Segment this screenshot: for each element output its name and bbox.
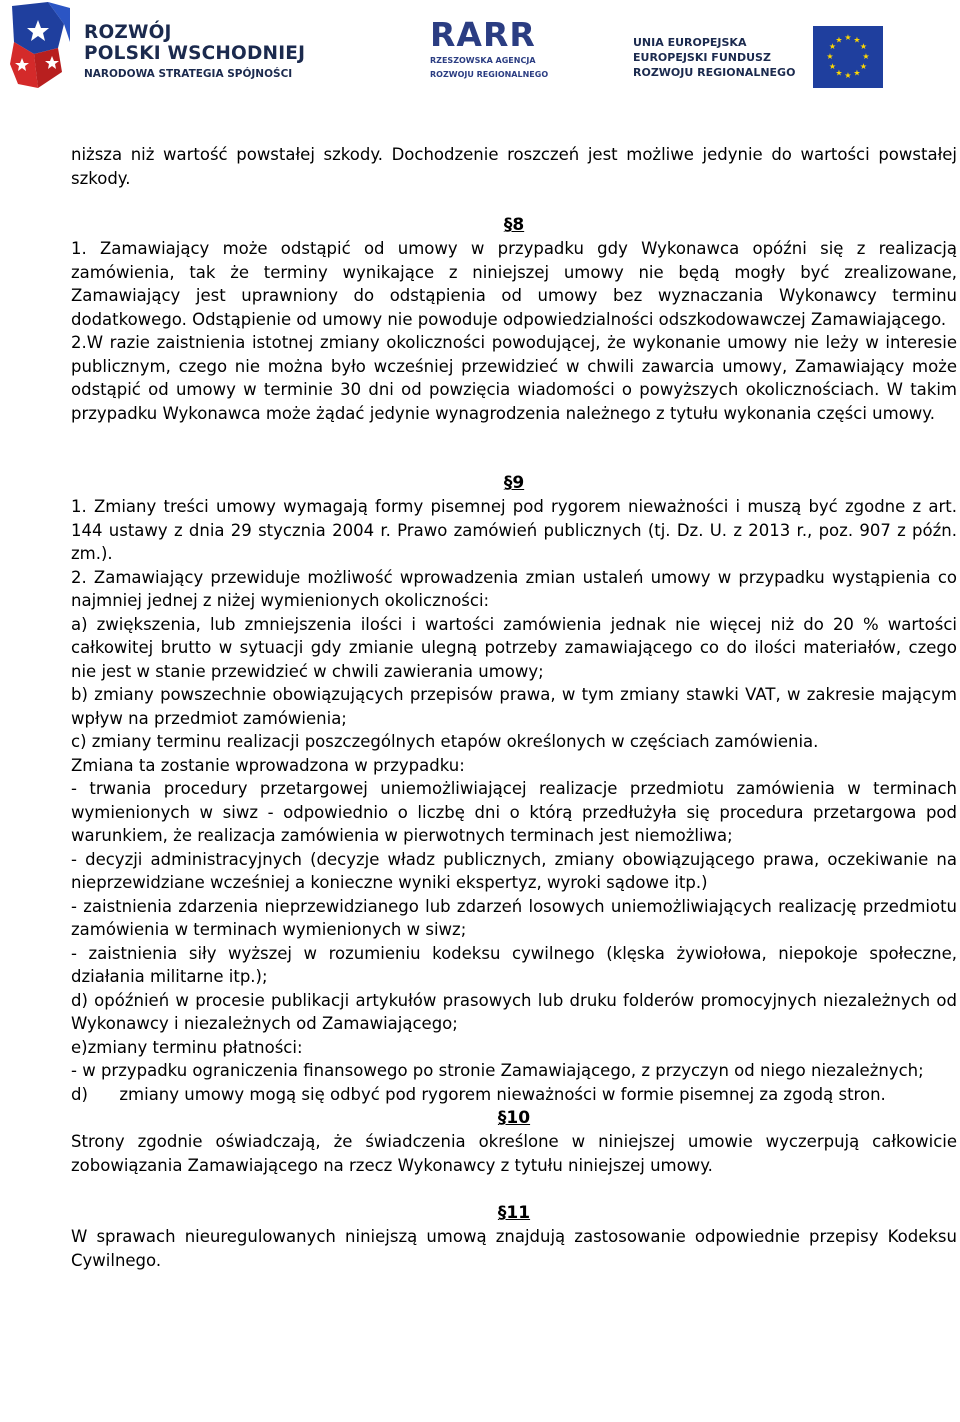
section-9-item-a: a) zwiększenia, lub zmniejszenia ilości i wartości zamówienia jednak nie więcej niż do 20 % wartości całkowitej brutto w sytuacji gdy zmianie ulegną potrzeby zamawiającego co do ilości materiałów, czego nie jest w stanie przewidzieć w chwili zawierania umowy; <box>71 614 957 681</box>
rarr-logo-word: RARR <box>430 15 536 54</box>
section-9-point-1: 1. Zmiany treści umowy wymagają formy pisemnej pod rygorem nieważności i muszą być zgodne z art. 144 ustawy z dnia 29 stycznia 2004 r. Prawo zamówień publicznych (tj. Dz. U. z 2013 r., poz. 907 z późn. zm.). <box>71 497 957 563</box>
section-9-point-2: 2. Zamawiający przewiduje możliwość wprowadzenia zmian ustaleń umowy w przypadku wystąpienia co najmniej jednej z niżej wymienionych okoliczności: <box>71 567 957 610</box>
svg-text:★: ★ <box>853 35 861 45</box>
section-8-point-2: 2.W razie zaistnienia istotnej zmiany okoliczności powodującej, że wykonanie umowy nie leży w interesie publicznym, czego nie można było wcześniej przewidzieć w chwili zawarcia umowy, Zamawiający może odstąpić od umowy w terminie 30 dni od powzięcia wiadomości o powyższych okolicznościach. W takim przypadku Wykonawca może żądać jedynie wynagrodzenia należnego z tytułu wykonania części umowy. <box>71 333 957 423</box>
section-9-item-d-final: d) zmiany umowy mogą się odbyć pod rygorem nieważności w formie pisemnej za zgodą stron. <box>71 1084 886 1104</box>
section-9-item-c-bullet-1: - trwania procedury przetargowej uniemożliwiającej realizacje przedmiotu zamówienia w terminach wymienionych w siwz - odpowiednio o liczbę dni o którą przedłużyła się procedura przetargowa pod warunkiem, że realizacja zamówienia w pierwotnych terminach jest niemożliwa; <box>71 779 957 845</box>
rarr-logo-line2: ROZWOJU REGIONALNEGO <box>430 70 549 79</box>
section-11-paragraph: W sprawach nieuregulowanych niniejszą umową znajdują zastosowanie odpowiednie przepisy Kodeksu Cywilnego. <box>71 1227 957 1270</box>
section-10-paragraph: Strony zgodnie oświadczają, że świadczenia określone w niniejszej umowie wyczerpują całkowicie zobowiązania Zamawiającego na rzecz Wykonawcy z tytułu niniejszej umowy. <box>71 1132 957 1175</box>
svg-text:★: ★ <box>835 68 843 78</box>
section-9-heading: §9 <box>503 473 525 493</box>
rpw-emblem-icon <box>8 2 74 92</box>
ue-logo-line1: UNIA EUROPEJSKA <box>633 36 747 49</box>
section-9-item-c-intro: Zmiana ta zostanie wprowadzona w przypadku: <box>71 755 465 775</box>
section-9-item-c-bullet-2: - decyzji administracyjnych (decyzje władz publicznych, zmiany obowiązującego prawa, oczekiwanie na nieprzewidziane wcześniej a konieczne wyniki ekspertyz, wyroki sądowe itp.) <box>71 849 957 892</box>
rarr-logo-line1: RZESZOWSKA AGENCJA <box>430 56 536 65</box>
section-9-item-e: e)zmiany terminu płatności: <box>71 1037 303 1057</box>
ue-logo-line2: EUROPEJSKI FUNDUSZ <box>633 51 771 64</box>
section-9-item-c: c) zmiany terminu realizacji poszczególnych etapów określonych w częściach zamówienia. <box>71 732 819 751</box>
rozwoj-polski-wschodniej-logo <box>8 2 308 94</box>
svg-text:★: ★ <box>859 42 868 51</box>
unia-europejska-logo <box>633 24 885 86</box>
section-9-item-c-bullet-4: - zaistnienia siły wyższej w rozumieniu kodeksu cywilnego (klęska żywiołowa, niepokoje społeczne, działania militarne itp.); <box>71 943 957 986</box>
svg-text:★: ★ <box>828 42 837 51</box>
svg-text:★: ★ <box>826 52 834 61</box>
ue-logo-line3: ROZWOJU REGIONALNEGO <box>633 66 796 79</box>
eu-flag-icon <box>813 26 883 88</box>
section-11-heading: §11 <box>497 1203 531 1223</box>
section-8-point-1: 1. Zamawiający może odstąpić od umowy w przypadku gdy Wykonawca opóźni się z realizacją zamówienia, tak że terminy wynikające z niniejszej umowy nie będą mogły być zrealizowane, Zamawiający jest uprawniony do odstąpienia od umowy bez wyznaczania Wykonawcy terminu dodatkowego. Odstąpienie od umowy nie powoduje odpowiedzialności odszkodowawczej Zamawiającego. <box>71 239 957 329</box>
document-body <box>71 143 957 1272</box>
rpw-logo-line2: POLSKI WSCHODNIEJ <box>84 43 306 64</box>
svg-text:★: ★ <box>859 62 868 71</box>
section-9-item-c-bullet-3: - zaistnienia zdarzenia nieprzewidzianego lub zdarzeń losowych uniemożliwiających realizację przedmiotu zamówienia w terminach wymienionych w siwz; <box>71 896 957 939</box>
section-9-item-b: b) zmiany powszechnie obowiązujących przepisów prawa, w tym zmiany stawki VAT, w zakresie mającym wpływ na przedmiot zamówienia; <box>71 685 957 728</box>
rpw-logo-line3: NARODOWA STRATEGIA SPÓJNOŚCI <box>84 68 293 80</box>
page-header <box>0 0 960 100</box>
section-10-heading: §10 <box>497 1108 531 1128</box>
section-9-item-d: d) opóźnień w procesie publikacji artykułów prasowych lub druku folderów promocyjnych niezależnych od Wykonawcy i niezależnych od Zamawiającego; <box>71 990 957 1033</box>
svg-text:★: ★ <box>844 71 852 80</box>
svg-text:★: ★ <box>862 52 870 61</box>
rpw-logo-line1: ROZWÓJ <box>84 22 172 43</box>
svg-text:★: ★ <box>828 62 837 71</box>
svg-text:★: ★ <box>835 35 843 45</box>
section-9-item-e-bullet-1: - w przypadku ograniczenia finansowego po stronie Zamawiającego, z przyczyn od niego niezależnych; <box>71 1061 924 1080</box>
section-8-heading: §8 <box>503 215 525 235</box>
svg-text:★: ★ <box>844 33 852 42</box>
intro-paragraph: niższa niż wartość powstałej szkody. Dochodzenie roszczeń jest możliwe jedynie do wartości powstałej szkody. <box>71 145 957 188</box>
svg-text:★: ★ <box>853 68 861 78</box>
rarr-logo <box>430 15 549 90</box>
